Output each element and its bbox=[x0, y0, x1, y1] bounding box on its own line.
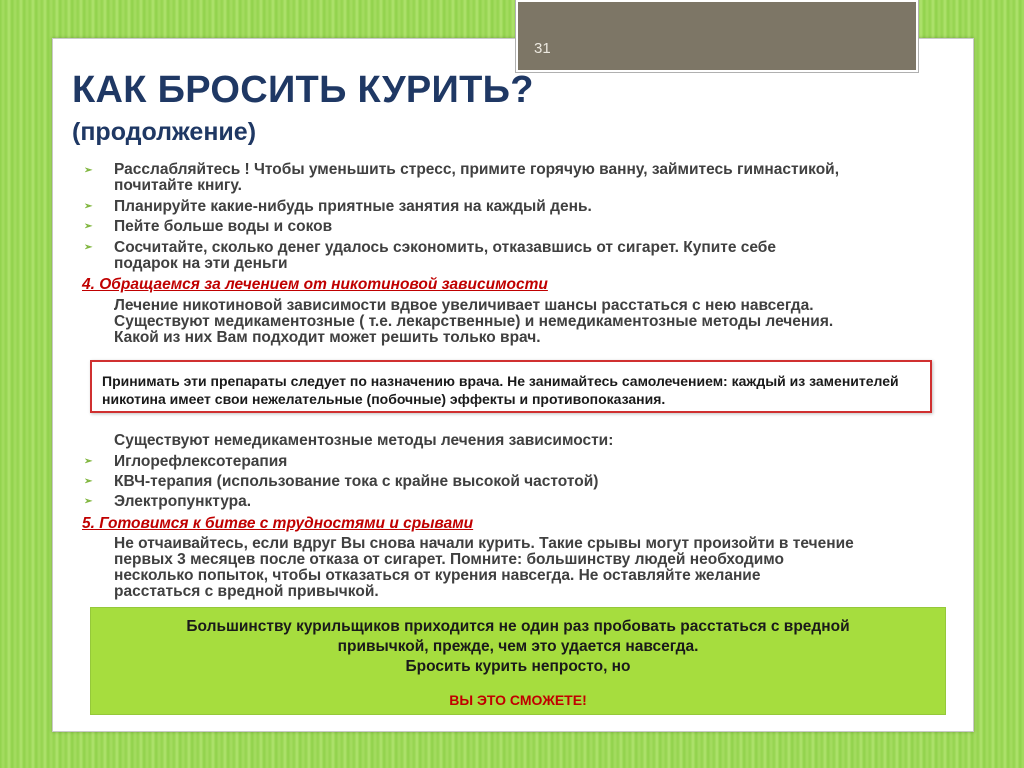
arrow-bullet-icon: ➢ bbox=[84, 165, 93, 176]
section-4-body bbox=[114, 298, 833, 346]
conclusion-line-3: Бросить курить непросто, но bbox=[405, 658, 631, 675]
arrow-bullet-icon: ➢ bbox=[84, 456, 93, 467]
tip-1-line-2: почитайте книгу. bbox=[114, 177, 242, 194]
slide-title: КАК БРОСИТЬ КУРИТЬ? bbox=[72, 69, 534, 111]
section-5-line-4: расстаться с вредной привычкой. bbox=[114, 583, 379, 600]
section-5-line-2: первых 3 месяцев после отказа от сигарет. Помните: большинству людей необходимо bbox=[114, 551, 784, 568]
arrow-bullet-icon: ➢ bbox=[84, 221, 93, 232]
section-5-body bbox=[114, 536, 854, 600]
conclusion-box bbox=[90, 607, 946, 715]
slide-number: 31 bbox=[534, 40, 551, 57]
section-4-line-1: Лечение никотиновой зависимости вдвое увеличивает шансы расстаться с нею навсегда. bbox=[114, 297, 814, 314]
conclusion-cta: ВЫ ЭТО СМОЖЕТЕ! bbox=[449, 692, 587, 708]
tip-4-line-1: Сосчитайте, сколько денег удалось сэкономить, отказавшись от сигарет. Купите себе bbox=[114, 239, 776, 256]
non-drug-item-3: Электропунктура. bbox=[114, 493, 252, 510]
section-5-line-1: Не отчаивайтесь, если вдруг Вы снова начали курить. Такие срывы могут произойти в течение bbox=[114, 535, 854, 552]
tip-2-line-1: Планируйте какие-нибудь приятные занятия на каждый день. bbox=[114, 198, 592, 215]
tip-3 bbox=[114, 219, 332, 235]
section-4-line-2: Существуют медикаментозные ( т.е. лекарственные) и немедикаментозные методы лечения. bbox=[114, 313, 834, 330]
non-drug-item-2: КВЧ-терапия (использование тока с крайне высокой частотой) bbox=[114, 473, 599, 490]
tip-4-line-2: подарок на эти деньги bbox=[114, 255, 288, 272]
tip-4 bbox=[114, 240, 776, 272]
arrow-bullet-icon: ➢ bbox=[84, 242, 93, 253]
section-4-line-3: Какой из них Вам подходит может решить только врач. bbox=[114, 329, 541, 346]
non-drug-intro: Существуют немедикаментозные методы лечения зависимости: bbox=[114, 432, 614, 449]
conclusion-line-1: Большинству курильщиков приходится не один раз пробовать расстаться с вредной bbox=[186, 618, 850, 635]
arrow-bullet-icon: ➢ bbox=[84, 476, 93, 487]
warning-text: Принимать эти препараты следует по назначению врача. Не занимайтесь самолечением: каждый из заменителей никотина имеет свои нежелательные (побочные) эффекты и противопоказания. bbox=[102, 373, 899, 407]
tip-3-line-1: Пейте больше воды и соков bbox=[114, 218, 333, 235]
conclusion-line-2: привычкой, прежде, чем это удается навсегда. bbox=[337, 638, 699, 655]
section-5-line-3: несколько попыток, чтобы отказаться от курения навсегда. Не оставляйте желание bbox=[114, 567, 761, 584]
tip-2 bbox=[114, 199, 592, 215]
section-5-heading: 5. Готовимся к битве с трудностями и срывами bbox=[82, 515, 474, 532]
tip-1 bbox=[114, 162, 839, 194]
non-drug-item-1: Иглорефлексотерапия bbox=[114, 453, 288, 470]
section-4-heading: 4. Обращаемся за лечением от никотиновой зависимости bbox=[82, 276, 548, 293]
arrow-bullet-icon: ➢ bbox=[84, 201, 93, 212]
slide-number-box bbox=[516, 0, 918, 72]
arrow-bullet-icon: ➢ bbox=[84, 496, 93, 507]
tip-1-line-1: Расслабляйтесь ! Чтобы уменьшить стресс, примите горячую ванну, займитесь гимнастикой, bbox=[114, 161, 840, 178]
warning-box bbox=[90, 360, 932, 413]
slide-subtitle: (продолжение) bbox=[72, 118, 257, 146]
